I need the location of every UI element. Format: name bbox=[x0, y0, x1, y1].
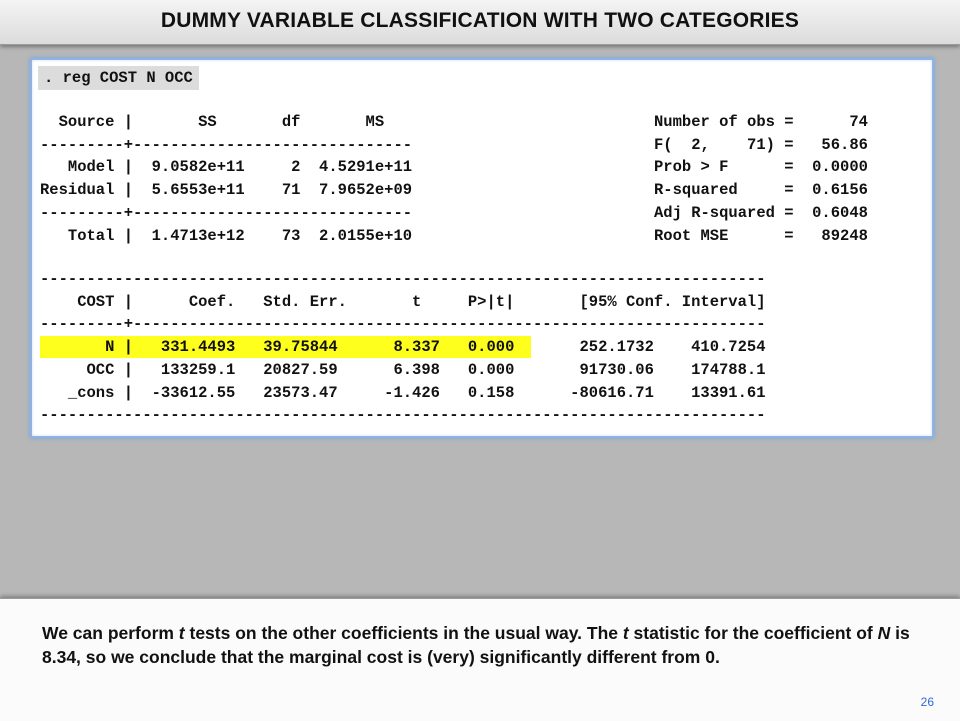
title-bar bbox=[0, 0, 960, 45]
stat-line: Prob > F = 0.0000 bbox=[654, 158, 868, 177]
fit-statistics bbox=[654, 111, 868, 247]
stat-line: F( 2, 71) = 56.86 bbox=[654, 135, 868, 154]
coef-row-cons: _cons | -33612.55 23573.47 -1.426 0.158 -80616.71 13391.61 bbox=[40, 383, 766, 402]
anova-line: ---------+------------------------------ bbox=[40, 203, 413, 222]
stat-line: R-squared = 0.6156 bbox=[654, 181, 868, 200]
anova-line: Source | SS df MS bbox=[40, 113, 385, 131]
stat-line: Root MSE = 89248 bbox=[654, 226, 868, 245]
slide-title: DUMMY VARIABLE CLASSIFICATION WITH TWO CATEGORIES bbox=[160, 9, 800, 32]
coef-line: ---------+-------------------------------------------------------------------- bbox=[40, 315, 766, 334]
explanation-box bbox=[0, 598, 960, 721]
explanation-text: We can perform t tests on the other coefficients in the usual way. The t statistic for the coefficient of N is 8.34, so we conclude that the marginal cost is (very) significantly different from 0. bbox=[42, 623, 910, 667]
anova-line: Residual | 5.6553e+11 71 7.9652e+09 bbox=[40, 181, 413, 200]
anova-line: Total | 1.4713e+12 73 2.0155e+10 bbox=[40, 226, 413, 245]
anova-line: Model | 9.0582e+11 2 4.5291e+11 bbox=[40, 158, 413, 177]
anova-line: ---------+------------------------------ bbox=[40, 135, 413, 154]
stat-line: Adj R-squared = 0.6048 bbox=[654, 203, 868, 222]
anova-table bbox=[40, 111, 412, 247]
page-number: 26 bbox=[920, 695, 934, 709]
coef-line: ------------------------------------------------------------------------------ bbox=[40, 406, 766, 425]
coefficient-table bbox=[40, 268, 766, 427]
stata-command: . reg COST N OCC bbox=[38, 66, 199, 90]
coef-row-n: N | 331.4493 39.75844 8.337 0.000 252.1732 410.7254 bbox=[40, 338, 766, 357]
coef-line: ------------------------------------------------------------------------------ bbox=[40, 270, 766, 288]
stat-line: Number of obs = 74 bbox=[654, 113, 868, 131]
coef-header: COST | Coef. Std. Err. t P>|t| [95% Conf. Interval] bbox=[40, 292, 766, 311]
coef-row-occ: OCC | 133259.1 20827.59 6.398 0.000 91730.06 174788.1 bbox=[40, 360, 766, 379]
